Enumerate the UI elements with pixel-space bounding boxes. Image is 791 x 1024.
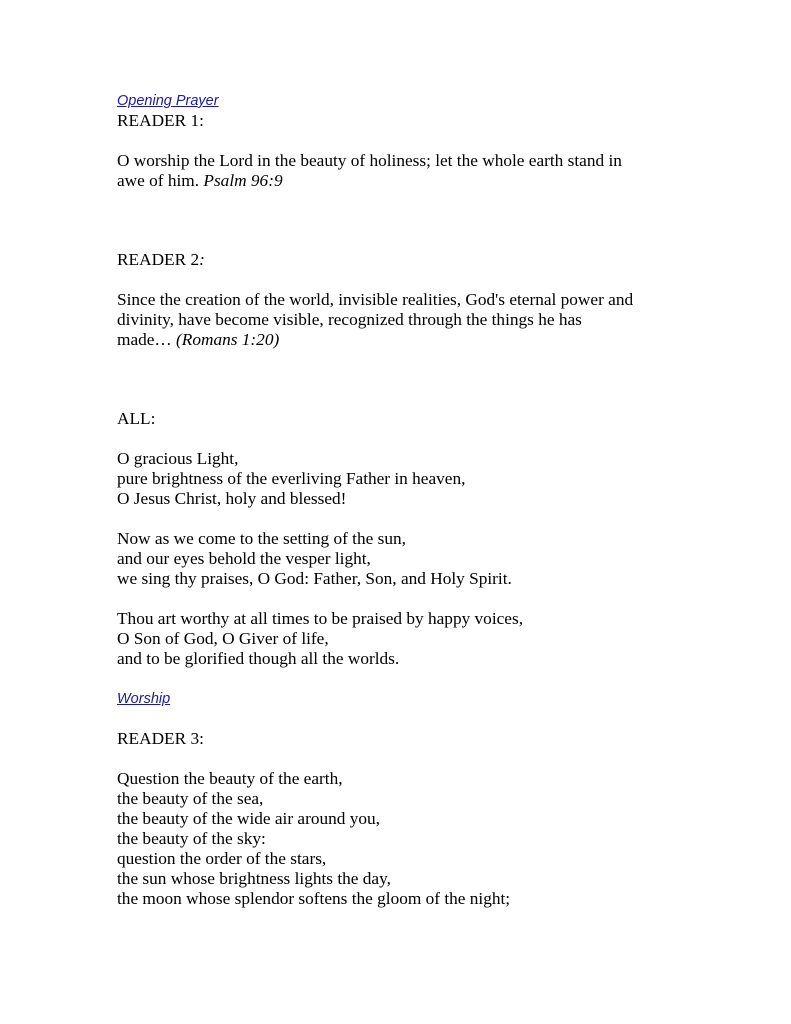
- reader-2-line-2: divinity, have become visible, recognized through the things he has: [117, 310, 582, 329]
- all-stanza-2-line-2: and our eyes behold the vesper light,: [117, 549, 371, 568]
- all-stanza-1-line-3: O Jesus Christ, holy and blessed!: [117, 489, 347, 508]
- reader-3-line-1: Question the beauty of the earth,: [117, 769, 343, 788]
- reader-3-line-5: question the order of the stars,: [117, 849, 327, 868]
- reader-3-line-6: the sun whose brightness lights the day,: [117, 869, 391, 888]
- all-stanza-3-line-3: and to be glorified though all the worlds.: [117, 649, 400, 668]
- reader-3-line-7: the moon whose splendor softens the gloom of the night;: [117, 889, 511, 908]
- reader-2-label: [117, 250, 737, 270]
- reader-2-citation: (Romans 1:20): [176, 330, 280, 349]
- reader-1-citation: Psalm 96:9: [203, 171, 283, 190]
- reader-3-label: READER 3:: [117, 729, 204, 748]
- reader-3-line-2: the beauty of the sea,: [117, 789, 264, 808]
- all-stanza-3-line-1: Thou art worthy at all times to be praised by happy voices,: [117, 609, 524, 628]
- reader-3-line-4: the beauty of the sky:: [117, 829, 266, 848]
- all-stanza-2-line-1: Now as we come to the setting of the sun,: [117, 529, 406, 548]
- all-stanza-3-line-2: O Son of God, O Giver of life,: [117, 629, 329, 648]
- opening-prayer-link[interactable]: Opening Prayer: [117, 93, 219, 109]
- document-page: [117, 91, 737, 909]
- all-stanza-2-line-3: we sing thy praises, O God: Father, Son, and Holy Spirit.: [117, 569, 512, 588]
- reader-2-line-1: Since the creation of the world, invisible realities, God's eternal power and: [117, 290, 634, 309]
- all-stanza-1-line-2: pure brightness of the everliving Father in heaven,: [117, 469, 466, 488]
- all-label: ALL:: [117, 409, 156, 428]
- reader-3-line-3: the beauty of the wide air around you,: [117, 809, 380, 828]
- reader-1-line-2: [117, 171, 737, 191]
- reader-2-label-colon: :: [199, 250, 205, 269]
- reader-2-line-3-text: made…: [117, 330, 177, 349]
- reader-1-line-2-text: awe of him.: [117, 171, 204, 190]
- worship-link[interactable]: Worship: [117, 691, 171, 707]
- reader-2-line-3: [117, 330, 737, 350]
- all-stanza-1-line-1: O gracious Light,: [117, 449, 239, 468]
- reader-1-line-1: O worship the Lord in the beauty of holiness; let the whole earth stand in: [117, 151, 622, 170]
- reader-1-label: READER 1:: [117, 111, 204, 130]
- reader-2-label-text: READER 2: [117, 250, 200, 269]
